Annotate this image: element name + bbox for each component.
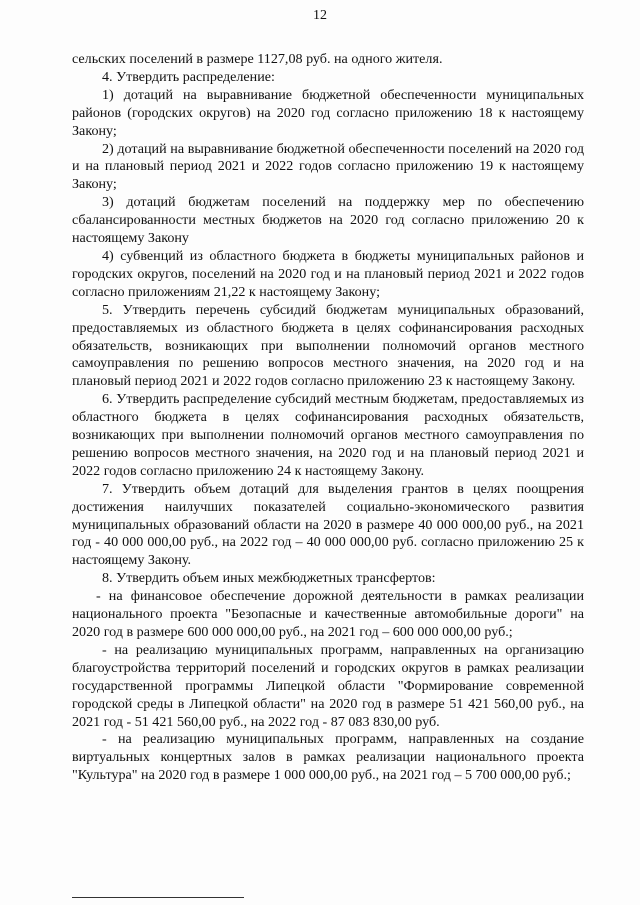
paragraph-item-4-2: 2) дотаций на выравнивание бюджетной обеспеченности поселений на 2020 год и на плановый период 2021 и 2022 годов согласно приложению 19 к настоящему Закону;	[72, 140, 584, 193]
paragraph-item-8-roads: - на финансовое обеспечение дорожной деятельности в рамках реализации национального проекта "Безопасные и качественные автомобильные дороги" на 2020 год в размере 600 000 000,00 руб., на 2021 год – 600 000 000,00 руб.;	[72, 588, 584, 640]
paragraph-item-8-urban-environment: - на реализацию муниципальных программ, направленных на организацию благоустройства территорий поселений и городских округов в рамках реализации государственной программы Липецкой области "Формирование современной городской среды в Липецкой области" на 2020 год в размере 51 421 560,00 руб., на 2021 год - 51 421 560,00 руб., на 2022 год - 87 083 830,00 руб.	[72, 641, 584, 730]
paragraph-item-4-heading: 4. Утвердить распределение:	[102, 68, 275, 85]
page-number: 12	[313, 8, 327, 23]
paragraph-item-4-3: 3) дотаций бюджетам поселений на поддержку мер по обеспечению сбалансированности местных бюджетов на 2020 год согласно приложению 20 к настоящему Закону	[72, 194, 584, 247]
paragraph-item-4-1: 1) дотаций на выравнивание бюджетной обеспеченности муниципальных районов (городских округов) на 2020 год согласно приложению 18 к настоящему Закону;	[72, 86, 584, 139]
footnote-divider	[72, 897, 244, 898]
paragraph-item-6: 6. Утвердить распределение субсидий местным бюджетам, предоставляемых из областного бюджета в целях софинансирования расходных обязательств, возникающих при выполнении полномочий органов местного самоуправления по решению вопросов местного значения, на 2020 год и на плановый период 2021 и 2022 годов согласно приложению 24 к настоящему Закону.	[72, 391, 584, 479]
document-body	[72, 51, 584, 785]
paragraph-item-8-culture: - на реализацию муниципальных программ, направленных на создание виртуальных концертных залов в рамках реализации национального проекта "Культура" на 2020 год в размере 1 000 000,00 руб., на 2021 год – 5 700 000,00 руб.;	[72, 731, 584, 784]
paragraph-item-8-heading: 8. Утвердить объем иных межбюджетных трансфертов:	[102, 570, 436, 587]
paragraph-continuation: сельских поселений в размере 1127,08 руб. на одного жителя.	[72, 51, 443, 67]
paragraph-item-7: 7. Утвердить объем дотаций для выделения грантов в целях поощрения достижения наилучших показателей социально-экономического развития муниципальных образований области на 2020 в размере 40 000 000,00 руб., на 2021 год - 40 000 000,00 руб., на 2022 год – 40 000 000,00 руб. согласно приложению 25 к настоящему Закону.	[72, 480, 584, 569]
paragraph-item-4-4: 4) субвенций из областного бюджета в бюджеты муниципальных районов и городских округов, поселений на 2020 год и на плановый период 2021 и 2022 годов согласно приложениям 21,22 к настоящему Закону;	[72, 247, 584, 300]
paragraph-item-5: 5. Утвердить перечень субсидий бюджетам муниципальных образований, предоставляемых из областного бюджета в целях софинансирования расходных обязательств, возникающих при выполнении полномочий органов местного самоуправления по решению вопросов местного значения, на 2020 год и на плановый период 2021 и 2022 годов согласно приложению 23 к настоящему Закону.	[72, 301, 584, 390]
